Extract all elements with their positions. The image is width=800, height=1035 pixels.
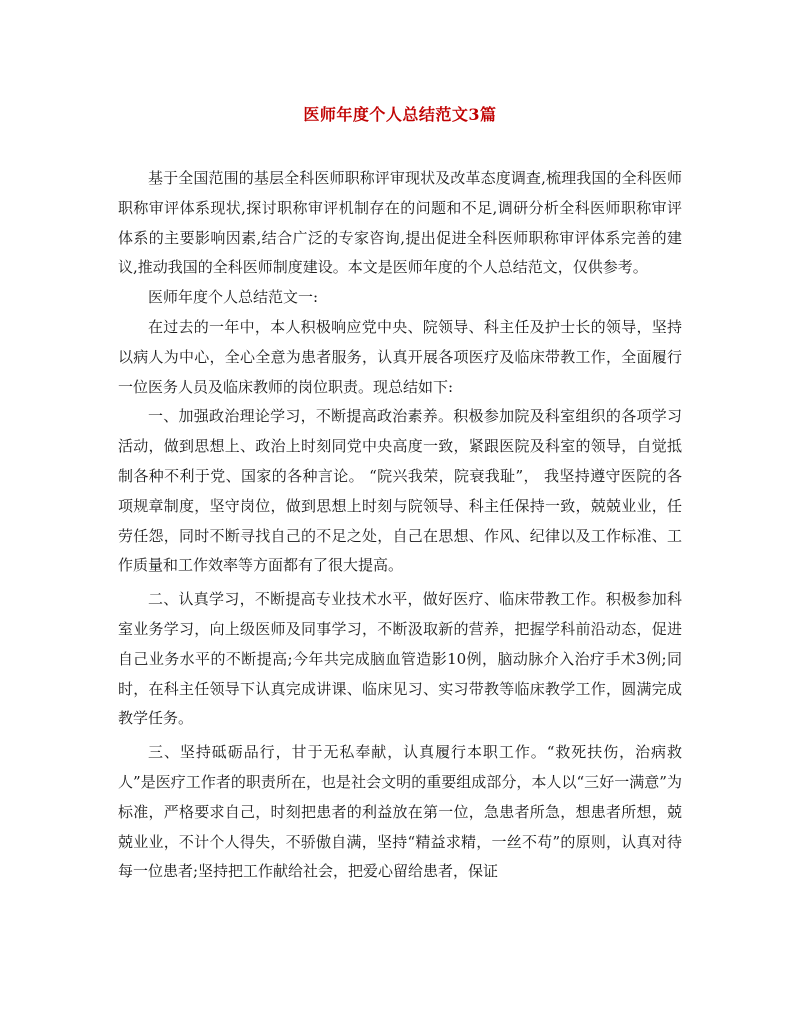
paragraph-point-two: 二、认真学习，不断提高专业技术水平，做好医疗、临床带教工作。积极参加科室业务学习，向上级医师及同事学习，不断汲取新的营养，把握学科前沿动态，促进自己业务水平的不断提高;今年共完成脑血管造影10例，脑动脉介入治疗手术3例;同时，在科主任领导下认真完成讲课、临床见习、实习带教等临床教学工作，圆满完成教学任务。 — [118, 590, 682, 728]
document-body — [118, 164, 682, 887]
paragraph-intro: 基于全国范围的基层全科医师职称评审现状及改革态度调查,梳理我国的全科医师职称审评体系现状,探讨职称审评机制存在的问题和不足,调研分析全科医师职称审评体系的主要影响因素,结合广泛的专家咨询,提出促进全科医师职称审评体系完善的建议,推动我国的全科医师制度建设。本文是医师年度的个人总结范文，仅供参考。 — [118, 169, 682, 277]
document-title: 医师年度个人总结范文3篇 — [303, 105, 497, 124]
paragraph-point-three: 三、坚持砥砺品行，甘于无私奉献，认真履行本职工作。“救死扶伤，治病救人”是医疗工作者的职责所在，也是社会文明的重要组成部分，本人以“三好一满意”为标准，严格要求自己，时刻把患者的利益放在第一位，急患者所急，想患者所想，兢兢业业，不计个人得失，不骄傲自满，坚持“精益求精，一丝不苟”的原则，认真对待每一位患者;坚持把工作献给社会，把爱心留给患者，保证 — [118, 743, 682, 881]
paragraph-section-heading: 医师年度个人总结范文一: — [148, 288, 319, 307]
paragraph-point-one: 一、加强政治理论学习，不断提高政治素养。积极参加院及科室组织的各项学习活动，做到思想上、政治上时刻同党中央高度一致，紧跟医院及科室的领导，自觉抵制各种不利于党、国家的各种言论。 “院兴我荣，院衰我耻”， 我坚持遵守医院的各项规章制度，坚守岗位，做到思想上时刻与院领导、科主任保持一致，兢兢业业，任劳任怨，同时不断寻找自己的不足之处，自己在思想、作风、纪律以及工作标准、工作质量和工作效率等方面都有了很大提高。 — [118, 407, 682, 575]
paragraph-overview: 在过去的一年中，本人积极响应党中央、院领导、科主任及护士长的领导，坚持以病人为中心，全心全意为患者服务，认真开展各项医疗及临床带教工作，全面履行一位医务人员及临床教师的岗位职责。现总结如下: — [118, 317, 682, 396]
